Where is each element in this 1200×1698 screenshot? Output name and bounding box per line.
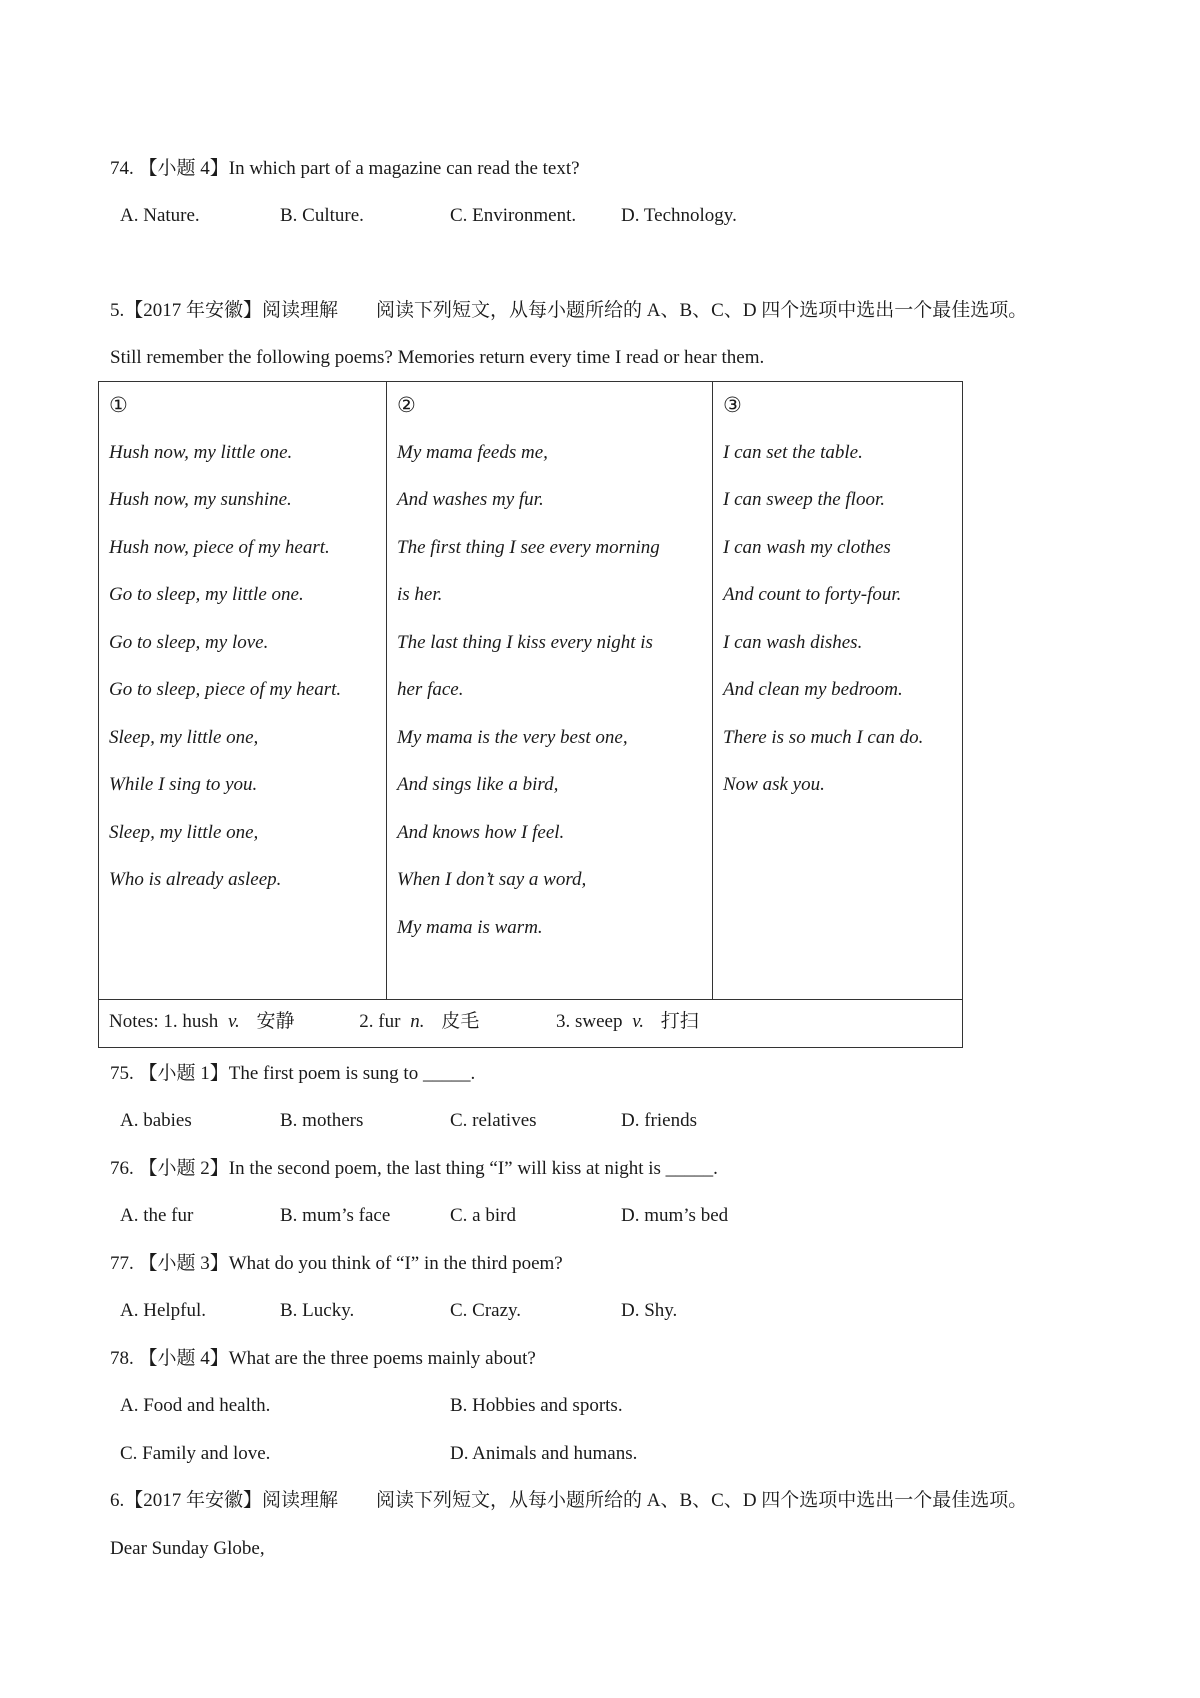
q74-option-d[interactable]: D. Technology. <box>621 205 737 226</box>
poem-1-number: ① <box>109 393 128 417</box>
poem-2-line: My mama is the very best one, <box>397 726 628 748</box>
poem-1-line: Go to sleep, my love. <box>109 631 269 653</box>
note-1-meaning: 安静 <box>256 1011 295 1032</box>
question-78-stem: 78. 【小题 4】What are the three poems mainly about? <box>110 1348 536 1369</box>
column-divider-2 <box>712 382 713 999</box>
poem-2-line: My mama feeds me, <box>397 441 548 463</box>
poem-1-line: Hush now, my little one. <box>109 441 293 463</box>
poem-2-line: And washes my fur. <box>397 489 544 510</box>
q77-option-d[interactable]: D. Shy. <box>621 1300 678 1321</box>
poem-1-line: Go to sleep, piece of my heart. <box>109 679 342 700</box>
q74-option-c[interactable]: C. Environment. <box>450 205 577 226</box>
poem-1-line: Hush now, piece of my heart. <box>109 536 330 558</box>
note-3-pos: v. <box>632 1011 644 1032</box>
note-2-meaning: 皮毛 <box>441 1011 480 1032</box>
column-divider-1 <box>386 382 387 999</box>
poem-2-line: her face. <box>397 679 464 700</box>
question-75-stem: 75. 【小题 1】The first poem is sung to _____. <box>110 1063 476 1084</box>
poem-2-line: And sings like a bird, <box>397 774 559 795</box>
q78-option-b[interactable]: B. Hobbies and sports. <box>450 1395 623 1416</box>
question-74-stem: 74. 【小题 4】In which part of a magazine can read the text? <box>110 158 580 179</box>
note-3-meaning: 打扫 <box>660 1011 699 1032</box>
q74-option-b[interactable]: B. Culture. <box>280 205 364 226</box>
notes-row <box>109 1009 699 1035</box>
poem-3-line: There is so much I can do. <box>723 726 924 748</box>
poem-2-line: My mama is warm. <box>397 916 543 938</box>
poem-3-column <box>723 392 923 820</box>
poem-3-line: I can sweep the floor. <box>723 489 886 510</box>
poem-3-number: ③ <box>723 393 742 417</box>
q75-option-b[interactable]: B. mothers <box>280 1110 364 1131</box>
poem-1-line: Sleep, my little one, <box>109 726 259 748</box>
poem-3-line: I can set the table. <box>723 441 863 463</box>
q76-option-d[interactable]: D. mum’s bed <box>621 1205 729 1226</box>
q78-option-c[interactable]: C. Family and love. <box>120 1443 271 1464</box>
section-6-header: 6.【2017 年安徽】阅读理解 阅读下列短文，从每小题所给的 A、B、C、D 四个选项中选出一个最佳选项。 <box>110 1490 1028 1511</box>
q78-option-d[interactable]: D. Animals and humans. <box>450 1443 638 1464</box>
q77-option-b[interactable]: B. Lucky. <box>280 1300 355 1321</box>
note-3-word: 3. sweep <box>555 1011 623 1032</box>
poem-table <box>98 381 963 1048</box>
q76-option-a[interactable]: A. the fur <box>120 1205 194 1226</box>
poem-2-line: is her. <box>397 584 443 605</box>
q75-option-c[interactable]: C. relatives <box>450 1110 537 1131</box>
q77-option-c[interactable]: C. Crazy. <box>450 1300 522 1321</box>
poem-3-line: And count to forty-four. <box>723 584 902 605</box>
poem-3-line: Now ask you. <box>723 774 825 795</box>
poem-3-line: I can wash my clothes <box>723 536 891 558</box>
note-2-word: 2. fur <box>359 1011 401 1032</box>
poem-1-line: Hush now, my sunshine. <box>109 489 292 510</box>
q76-option-c[interactable]: C. a bird <box>450 1205 516 1226</box>
poem-1-line: Sleep, my little one, <box>109 821 259 843</box>
poem-2-line: The last thing I kiss every night is <box>397 631 653 653</box>
notes-divider <box>99 999 962 1000</box>
poem-2-line: The first thing I see every morning <box>397 536 660 558</box>
poem-2-line: And knows how I feel. <box>397 821 565 843</box>
note-1-pos: v. <box>228 1011 240 1032</box>
q76-option-b[interactable]: B. mum’s face <box>280 1205 391 1226</box>
q78-option-a[interactable]: A. Food and health. <box>120 1395 271 1416</box>
poem-1-line: Who is already asleep. <box>109 869 282 890</box>
note-2-pos: n. <box>410 1011 425 1032</box>
poem-2-number: ② <box>397 393 416 417</box>
q75-option-d[interactable]: D. friends <box>621 1110 697 1131</box>
poem-2-line: When I don’t say a word, <box>397 869 587 890</box>
question-77-stem: 77. 【小题 3】What do you think of “I” in the third poem? <box>110 1253 563 1274</box>
section-5-header: 5.【2017 年安徽】阅读理解 阅读下列短文，从每小题所给的 A、B、C、D 四个选项中选出一个最佳选项。 <box>110 300 1028 321</box>
poem-1-line: Go to sleep, my little one. <box>109 584 304 605</box>
question-76-stem: 76. 【小题 2】In the second poem, the last thing “I” will kiss at night is _____. <box>110 1158 718 1179</box>
poem-1-column <box>109 392 341 915</box>
poem-2-column <box>397 392 660 962</box>
poem-3-line: I can wash dishes. <box>723 631 863 653</box>
notes-prefix: Notes: 1. hush <box>109 1011 219 1032</box>
poem-3-line: And clean my bedroom. <box>723 679 903 700</box>
q74-option-a[interactable]: A. Nature. <box>120 205 200 226</box>
q75-option-a[interactable]: A. babies <box>120 1110 192 1131</box>
section-5-intro: Still remember the following poems? Memories return every time I read or hear them. <box>110 347 765 368</box>
q77-option-a[interactable]: A. Helpful. <box>120 1300 207 1321</box>
poem-1-line: While I sing to you. <box>109 774 258 795</box>
letter-salutation: Dear Sunday Globe, <box>110 1538 265 1559</box>
